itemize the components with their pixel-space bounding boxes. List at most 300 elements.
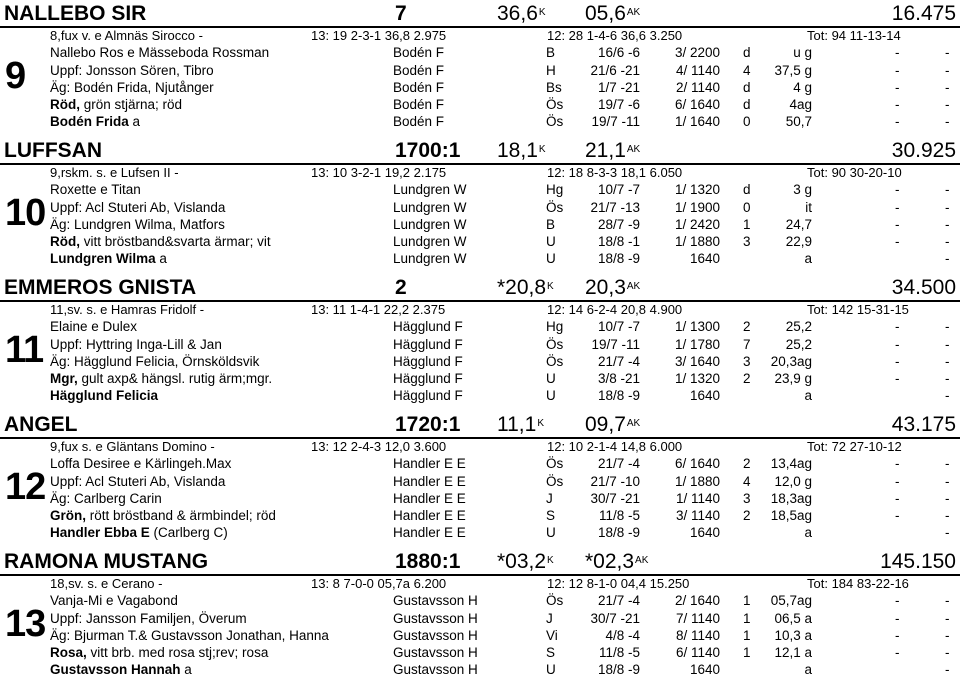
odds-col-2: -: [945, 456, 950, 471]
track-code: U: [546, 234, 556, 249]
track-code: U: [546, 251, 556, 266]
race-date: 21/7 -10: [590, 474, 640, 489]
info-text: [50, 490, 162, 507]
race-time: 4ag: [789, 97, 812, 112]
odds-col-1: -: [895, 45, 900, 60]
odds-k: [497, 550, 554, 574]
odds-ak: [585, 139, 640, 163]
driver-name: Lundgren W: [393, 182, 467, 197]
driver-name: Gustavsson H: [393, 611, 478, 626]
race-time: 22,9: [785, 234, 812, 249]
race-distance: 3/ 2200: [674, 45, 720, 60]
odds-col-1: -: [895, 337, 900, 352]
driver-name: Gustavsson H: [393, 662, 478, 677]
odds-col-1: -: [895, 491, 900, 506]
info-rest: Uppf: Jansson Familjen, Överum: [50, 611, 247, 626]
pedigree-summary: 18,sv. s. e Cerano -: [50, 576, 163, 591]
race-distance: 2/ 1640: [674, 593, 720, 608]
info-rest: gult axp& hängsl. rutig ärm;mgr.: [77, 371, 273, 386]
odds-col-2: -: [945, 217, 950, 232]
stats-2012: 12: 28 1-4-6 36,6 3.250: [547, 28, 683, 43]
info-text: [50, 318, 137, 335]
odds-k: [497, 2, 546, 26]
odds-ak-value: 05,6: [585, 2, 626, 25]
race-date: 3/8 -21: [597, 371, 640, 386]
race-line: [0, 336, 960, 353]
track-code: B: [546, 45, 556, 60]
stats-2013: 13: 10 3-2-1 19,2 2.175: [311, 165, 447, 180]
entry-header: [0, 548, 960, 574]
driver-name: Bodén F: [393, 80, 445, 95]
race-date: 21/6 -21: [590, 63, 640, 78]
race-line: [0, 318, 960, 335]
odds-col-2: -: [945, 182, 950, 197]
driver-name: Bodén F: [393, 114, 445, 129]
race-date: 16/6 -6: [597, 45, 640, 60]
odds-k-value: 36,6: [497, 2, 538, 25]
odds-k-label: K: [537, 418, 544, 429]
info-text: [50, 44, 269, 61]
driver-name: Gustavsson H: [393, 593, 478, 608]
race-date: 21/7 -4: [597, 456, 640, 471]
odds-k: [497, 276, 554, 300]
race-date: 18/8 -9: [597, 388, 640, 403]
track-code: U: [546, 371, 556, 386]
stats-total: Tot: 142 15-31-15: [807, 302, 909, 317]
race-line: [0, 490, 960, 507]
race-date: 11/8 -5: [598, 645, 640, 660]
race-line: [0, 113, 960, 130]
odds-col-2: -: [945, 97, 950, 112]
horse-record: 1700:1: [395, 139, 461, 162]
stats-total: Tot: 72 27-10-12: [807, 439, 902, 454]
track-code: Ös: [546, 114, 564, 129]
odds-col-2: -: [945, 200, 950, 215]
info-text: [50, 199, 225, 216]
info-text: [50, 661, 192, 678]
race-distance: 1/ 1320: [674, 371, 720, 386]
odds-col-2: -: [945, 491, 950, 506]
race-distance: 7/ 1140: [675, 611, 720, 626]
race-line: [0, 524, 960, 541]
odds-col-2: -: [945, 114, 950, 129]
info-rest: a: [128, 114, 141, 129]
info-bold: Handler Ebba E: [50, 525, 150, 540]
track-code: U: [546, 388, 556, 403]
stats-2012: 12: 10 2-1-4 14,8 6.000: [547, 439, 683, 454]
race-date: 10/7 -7: [597, 182, 640, 197]
info-rest: Äg: Carlberg Carin: [50, 491, 162, 506]
start-position: 1: [743, 628, 751, 643]
track-code: Bs: [546, 80, 562, 95]
driver-name: Handler E E: [393, 491, 466, 506]
odds-k-label: K: [547, 555, 554, 566]
odds-ak: [585, 2, 640, 26]
odds-ak-label: AK: [635, 555, 649, 566]
race-line: [0, 473, 960, 490]
info-rest: Roxette e Titan: [50, 182, 141, 197]
odds-col-2: -: [945, 611, 950, 626]
race-time: 3 g: [793, 182, 812, 197]
odds-col-2: -: [945, 474, 950, 489]
stats-total: Tot: 94 11-13-14: [807, 28, 901, 43]
race-date: 19/7 -11: [591, 337, 640, 352]
driver-name: Handler E E: [393, 525, 466, 540]
race-date: 10/7 -7: [597, 319, 640, 334]
info-rest: Elaine e Dulex: [50, 319, 138, 334]
odds-col-1: -: [895, 645, 900, 660]
start-position: 3: [743, 234, 751, 249]
race-distance: 1640: [689, 662, 720, 677]
race-time: 05,7ag: [770, 593, 812, 608]
track-code: S: [546, 508, 556, 523]
stats-2013: 13: 12 2-4-3 12,0 3.600: [311, 439, 447, 454]
race-line: [0, 181, 960, 198]
horse-entry: [0, 274, 960, 411]
info-text: [50, 216, 225, 233]
start-position: 2: [743, 319, 751, 334]
race-date: 18/8 -9: [597, 525, 640, 540]
start-number: 12: [5, 466, 46, 508]
race-line: [0, 44, 960, 61]
start-position: 1: [743, 645, 751, 660]
track-code: Ös: [546, 456, 564, 471]
horse-name[interactable]: NALLEBO SIR: [4, 2, 147, 25]
odds-col-1: -: [895, 354, 900, 369]
horse-earnings: 34.500: [891, 276, 956, 299]
race-date: 19/7 -6: [597, 97, 640, 112]
horse-record: 7: [395, 2, 407, 25]
horse-name[interactable]: ANGEL: [4, 413, 78, 436]
info-text: [50, 250, 167, 267]
odds-col-2: -: [945, 354, 950, 369]
info-text: [50, 387, 158, 404]
info-bold: Lundgren Wilma: [50, 251, 156, 266]
track-code: J: [546, 491, 553, 506]
race-date: 28/7 -9: [597, 217, 640, 232]
start-number: 11: [5, 329, 44, 371]
driver-name: Lundgren W: [393, 251, 467, 266]
race-distance: 1/ 1900: [674, 200, 720, 215]
info-rest: (Carlberg C): [149, 525, 228, 540]
race-distance: 1/ 1640: [674, 114, 720, 129]
driver-name: Handler E E: [393, 508, 466, 523]
odds-k-value: *03,2: [497, 550, 547, 573]
race-distance: 3/ 1640: [674, 354, 720, 369]
odds-col-2: -: [945, 45, 950, 60]
race-time: it: [805, 200, 812, 215]
horse-name[interactable]: LUFFSAN: [4, 139, 102, 162]
track-code: Ös: [546, 200, 564, 215]
info-rest: Uppf: Acl Stuteri Ab, Vislanda: [50, 200, 226, 215]
track-code: Vi: [546, 628, 558, 643]
odds-k-label: K: [538, 7, 546, 18]
race-distance: 8/ 1140: [675, 628, 720, 643]
race-distance: 1/ 1320: [674, 182, 720, 197]
horse-name[interactable]: RAMONA MUSTANG: [4, 550, 209, 573]
odds-col-1: -: [895, 114, 900, 129]
info-text: [50, 113, 140, 130]
info-text: [50, 62, 214, 79]
track-code: Ös: [546, 354, 564, 369]
info-text: [50, 233, 271, 250]
driver-name: Bodén F: [393, 63, 445, 78]
race-time: 18,3ag: [770, 491, 812, 506]
race-date: 18/8 -9: [597, 251, 640, 266]
race-time: 12,1 a: [774, 645, 812, 660]
start-position: d: [743, 45, 751, 60]
race-distance: 1/ 1880: [674, 474, 720, 489]
odds-col-2: -: [945, 645, 950, 660]
race-line: [0, 233, 960, 250]
info-bold: Bodén Frida: [50, 114, 129, 129]
track-code: Ös: [546, 474, 564, 489]
race-time: 24,7: [785, 217, 812, 232]
race-distance: 1/ 2420: [674, 217, 720, 232]
track-code: Hg: [546, 182, 564, 197]
odds-col-1: -: [895, 200, 900, 215]
stats-2012: 12: 14 6-2-4 20,8 4.900: [547, 302, 683, 317]
start-number: 13: [5, 603, 46, 645]
driver-name: Lundgren W: [393, 234, 467, 249]
entry-header: [0, 137, 960, 163]
info-rest: a: [155, 251, 167, 266]
horse-earnings: 145.150: [880, 550, 956, 573]
entry-header: [0, 274, 960, 300]
track-code: H: [546, 63, 556, 78]
driver-name: Bodén F: [393, 45, 445, 60]
start-position: 0: [743, 200, 751, 215]
race-time: a: [804, 251, 812, 266]
race-distance: 1/ 1780: [674, 337, 720, 352]
odds-col-2: -: [945, 337, 950, 352]
start-position: 2: [743, 456, 751, 471]
info-text: [50, 181, 141, 198]
horse-record: 1880:1: [395, 550, 461, 573]
info-rest: Vanja-Mi e Vagabond: [50, 593, 178, 608]
info-rest: Äg: Lundgren Wilma, Matfors: [50, 217, 225, 232]
info-bold: Grön,: [50, 508, 86, 523]
pedigree-summary: 9,fux s. e Gläntans Domino -: [50, 439, 215, 454]
race-date: 30/7 -21: [590, 491, 640, 506]
driver-name: Lundgren W: [393, 200, 467, 215]
start-position: 2: [743, 371, 751, 386]
info-text: [50, 455, 231, 472]
stats-2012: 12: 18 8-3-3 18,1 6.050: [547, 165, 683, 180]
race-line: [0, 62, 960, 79]
race-line: [0, 216, 960, 233]
horse-entry: [0, 137, 960, 274]
race-distance: 4/ 1140: [675, 63, 720, 78]
driver-name: Lundgren W: [393, 217, 467, 232]
race-line: [0, 455, 960, 472]
stats-total: Tot: 90 30-20-10: [807, 165, 902, 180]
info-text: [50, 79, 214, 96]
info-rest: grön stjärna; röd: [80, 97, 183, 112]
stats-2012: 12: 12 8-1-0 04,4 15.250: [547, 576, 690, 591]
entry-header: [0, 0, 960, 26]
info-text: [50, 592, 178, 609]
race-line: [0, 661, 960, 678]
stats-2013: 13: 8 7-0-0 05,7a 6.200: [311, 576, 447, 591]
horse-earnings: 30.925: [891, 139, 956, 162]
horse-name[interactable]: EMMEROS GNISTA: [4, 276, 197, 299]
race-distance: 1/ 1880: [674, 234, 720, 249]
race-line: [0, 627, 960, 644]
stats-2013: 13: 19 2-3-1 36,8 2.975: [311, 28, 447, 43]
driver-name: Hägglund F: [393, 337, 463, 352]
race-line: [0, 610, 960, 627]
race-distance: 1640: [689, 525, 720, 540]
race-date: 11/8 -5: [598, 508, 640, 523]
race-time: 12,0 g: [774, 474, 812, 489]
info-bold: Mgr,: [50, 371, 78, 386]
info-text: [50, 370, 272, 387]
race-time: 25,2: [785, 319, 812, 334]
start-position: d: [743, 182, 751, 197]
race-line: [0, 370, 960, 387]
info-rest: Loffa Desiree e Kärlingeh.Max: [50, 456, 232, 471]
race-distance: 1640: [689, 388, 720, 403]
odds-col-1: -: [895, 456, 900, 471]
track-code: Ös: [546, 593, 564, 608]
odds-ak: [585, 550, 648, 574]
track-code: Ös: [546, 97, 564, 112]
start-position: 3: [743, 491, 751, 506]
race-distance: 1/ 1140: [675, 491, 720, 506]
driver-name: Hägglund F: [393, 388, 463, 403]
race-distance: 1/ 1300: [674, 319, 720, 334]
odds-col-1: -: [895, 371, 900, 386]
race-date: 1/7 -21: [597, 80, 640, 95]
odds-ak-value: 20,3: [585, 276, 626, 299]
info-rest: Nallebo Ros e Mässeboda Rossman: [50, 45, 270, 60]
info-rest: vitt brb. med rosa stj;rev; rosa: [86, 645, 269, 660]
race-time: a: [804, 662, 812, 677]
race-time: 25,2: [785, 337, 812, 352]
race-time: 37,5 g: [774, 63, 812, 78]
odds-col-1: -: [895, 217, 900, 232]
track-code: J: [546, 611, 553, 626]
race-line: [0, 644, 960, 661]
odds-col-1: -: [895, 182, 900, 197]
driver-name: Hägglund F: [393, 354, 463, 369]
info-rest: Uppf: Jonsson Sören, Tibro: [50, 63, 214, 78]
odds-ak-label: AK: [626, 144, 641, 155]
race-time: u g: [793, 45, 812, 60]
odds-col-2: -: [945, 508, 950, 523]
race-time: a: [804, 525, 812, 540]
race-date: 19/7 -11: [591, 114, 640, 129]
race-line: [0, 250, 960, 267]
odds-col-2: -: [945, 234, 950, 249]
odds-ak: [585, 413, 640, 437]
race-time: 23,9 g: [774, 371, 812, 386]
driver-name: Gustavsson H: [393, 645, 478, 660]
race-distance: 1640: [689, 251, 720, 266]
horse-entry: [0, 411, 960, 548]
race-date: 4/8 -4: [605, 628, 640, 643]
start-number: 9: [5, 55, 26, 97]
odds-col-2: -: [945, 662, 950, 677]
start-position: d: [743, 80, 751, 95]
driver-name: Hägglund F: [393, 319, 463, 334]
start-position: 4: [743, 63, 751, 78]
race-distance: 6/ 1640: [674, 456, 720, 471]
race-distance: 6/ 1140: [675, 645, 720, 660]
odds-col-2: -: [945, 63, 950, 78]
race-time: 18,5ag: [770, 508, 812, 523]
info-text: [50, 644, 268, 661]
info-text: [50, 353, 259, 370]
race-date: 30/7 -21: [590, 611, 640, 626]
info-text: [50, 627, 329, 644]
race-line: [0, 592, 960, 609]
odds-col-2: -: [945, 628, 950, 643]
odds-ak-label: AK: [626, 418, 641, 429]
odds-col-1: -: [895, 63, 900, 78]
track-code: U: [546, 525, 556, 540]
odds-col-1: -: [895, 593, 900, 608]
info-text: [50, 473, 225, 490]
race-time: 06,5 a: [774, 611, 812, 626]
track-code: S: [546, 645, 556, 660]
odds-ak-label: AK: [626, 281, 641, 292]
race-date: 21/7 -13: [590, 200, 640, 215]
race-line: [0, 199, 960, 216]
entry-header: [0, 411, 960, 437]
odds-col-2: -: [945, 388, 950, 403]
start-position: 2: [743, 508, 751, 523]
odds-k-value: 18,1: [497, 139, 538, 162]
horse-entry: [0, 0, 960, 137]
race-date: 21/7 -4: [597, 593, 640, 608]
odds-k: [497, 139, 546, 163]
info-bold: Hägglund Felicia: [50, 388, 159, 403]
odds-k-value: 11,1: [497, 413, 537, 436]
horse-record: 1720:1: [395, 413, 461, 436]
info-bold: Röd,: [50, 234, 80, 249]
odds-col-2: -: [945, 593, 950, 608]
odds-col-2: -: [945, 80, 950, 95]
driver-name: Hägglund F: [393, 371, 463, 386]
race-line: [0, 96, 960, 113]
race-line: [0, 507, 960, 524]
pedigree-summary: 11,sv. s. e Hamras Fridolf -: [50, 302, 205, 317]
horse-earnings: 16.475: [891, 2, 956, 25]
race-date: 21/7 -4: [597, 354, 640, 369]
odds-ak-value: 21,1: [585, 139, 626, 162]
horse-record: 2: [395, 276, 407, 299]
driver-name: Handler E E: [393, 456, 466, 471]
track-code: Ös: [546, 337, 564, 352]
odds-ak-value: 09,7: [585, 413, 626, 436]
info-rest: a: [180, 662, 192, 677]
odds-col-1: -: [895, 611, 900, 626]
odds-col-1: -: [895, 319, 900, 334]
start-position: 7: [743, 337, 751, 352]
start-position: 4: [743, 474, 751, 489]
info-text: [50, 336, 222, 353]
race-date: 18/8 -1: [597, 234, 640, 249]
race-time: 4 g: [793, 80, 812, 95]
odds-col-2: -: [945, 319, 950, 334]
info-rest: Äg: Bodén Frida, Njutånger: [50, 80, 214, 95]
race-line: [0, 79, 960, 96]
driver-name: Bodén F: [393, 97, 445, 112]
info-rest: Uppf: Hyttring Inga-Lill & Jan: [50, 337, 222, 352]
info-rest: rött bröstband & ärmbindel; röd: [86, 508, 276, 523]
